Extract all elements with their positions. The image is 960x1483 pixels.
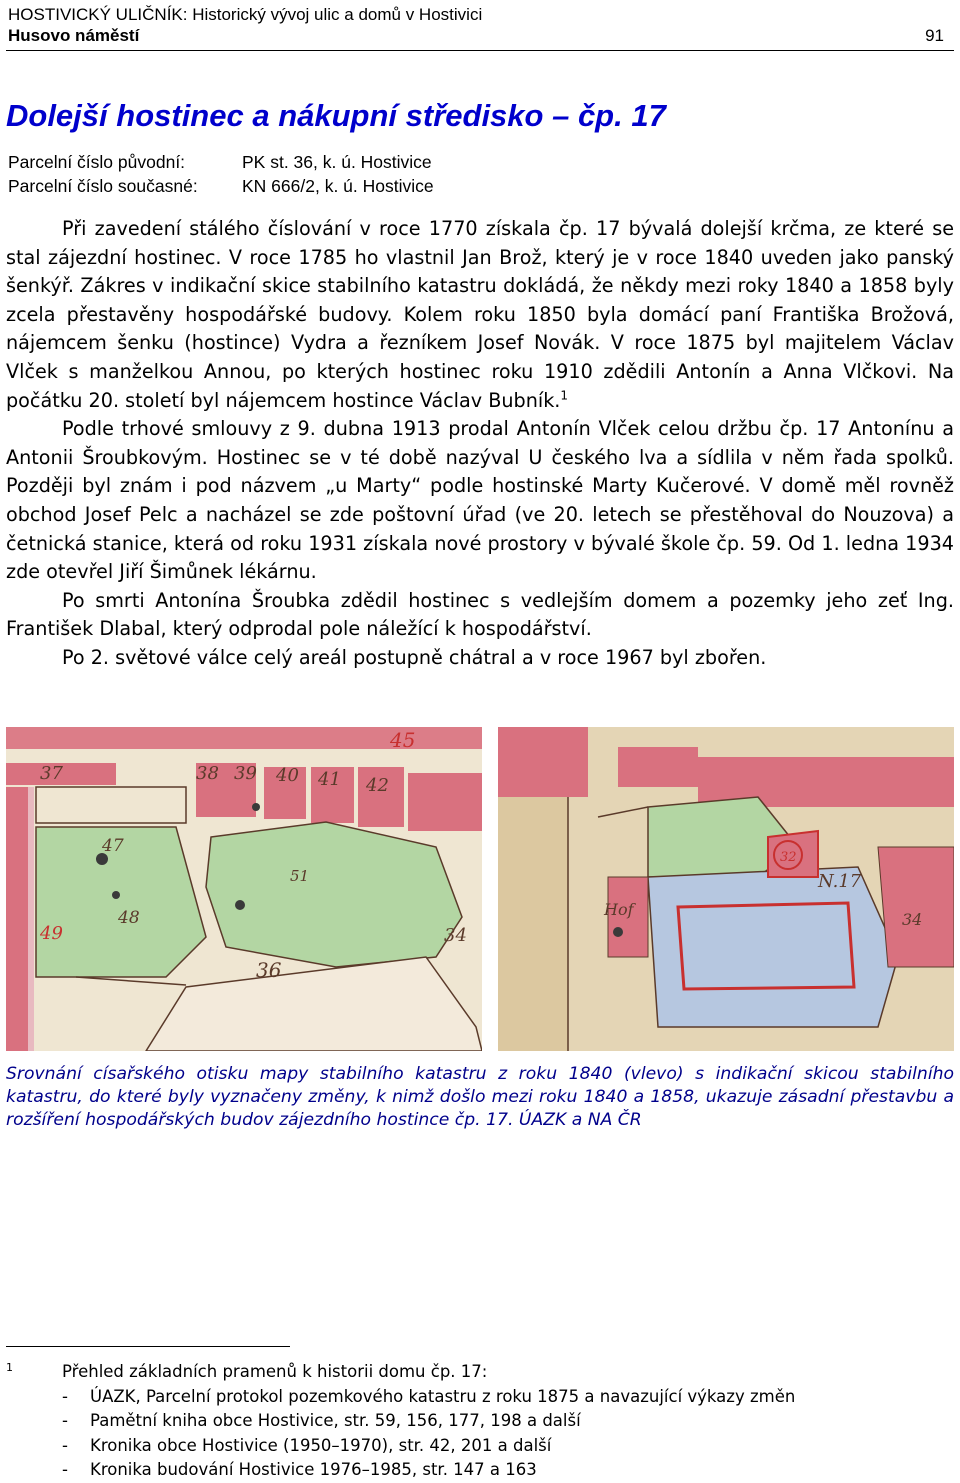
- page-title: Dolejší hostinec a nákupní středisko – čp. 17: [6, 98, 666, 133]
- map-label: 34: [444, 925, 467, 946]
- parcel-value: PK st. 36, k. ú. Hostivice: [242, 152, 432, 172]
- paragraph: Při zavedení stálého číslování v roce 1770 získala čp. 17 bývalá dolejší krčma, ze které se stal zájezdní hostinec. V roce 1785 ho vlastnil Jan Brož, který je v roce 1840 uveden jako panský šenkýř. Zákres v indikační skice stabilního katastru dokládá, že někdy mezi roky 1840 a 1858 byly zcela přestavěny hospodářské budovy. Kolem roku 1850 byla domácí paní Františka Brožová, nájemcem šenku (hostince) Vydra a řezníkem Josef Novák. V roce 1875 byl majitelem Václav Vlček s manželkou Annou, po kterých hostinec roku 1910 zdědili Antonín a Anna Vlčkovi. Na počátku 20. století byl nájemcem hostince Václav Bubník.$^1$: [6, 217, 954, 412]
- footnote-divider: [6, 1346, 290, 1347]
- map-label: 39: [234, 763, 257, 784]
- paragraph: Po 2. světové válce celý areál postupně chátral a v roce 1967 byl zbořen.: [62, 645, 767, 669]
- footnote-number: 1: [6, 1361, 13, 1374]
- footnote-ref[interactable]: 1: [560, 388, 569, 403]
- footnote: [6, 1360, 954, 1483]
- map-label: Hof: [604, 900, 634, 919]
- list-item: - ÚAZK, Parcelní protokol pozemkového katastru z roku 1875 a navazující výkazy změn: [62, 1386, 796, 1406]
- map-label: 48: [118, 908, 140, 928]
- map-label: 36: [256, 958, 282, 982]
- map-comparison: [6, 727, 954, 1051]
- section-name: Husovo náměstí: [8, 26, 140, 45]
- paragraph: Po smrti Antonína Šroubka zdědil hostinec s vedlejším domem a pozemky jeho zeť Ing. František Dlabal, který odprodal pole náležící k hospodářství.: [6, 588, 954, 641]
- figure-caption: Srovnání císařského otisku mapy stabilního katastru z roku 1840 (vlevo) s indikační skicou stabilního katastru, do které byly vyznačeny změny, k nimž došlo mezi roku 1840 a 1858, ukazuje zásadní přestavbu a rozšíření hospodářských budov zájezdního hostince čp. 17. ÚAZK a NA ČR: [6, 1064, 954, 1130]
- parcel-info: [8, 150, 434, 198]
- parcel-row-original: [8, 150, 434, 174]
- article-body: [6, 215, 954, 673]
- map-label: 40: [276, 765, 299, 786]
- map-label: 41: [318, 769, 341, 790]
- header-divider: [6, 50, 954, 51]
- page-header: [8, 4, 952, 46]
- map-label: 49: [40, 923, 63, 944]
- parcel-label: Parcelní číslo současné:: [8, 176, 198, 196]
- footnote-intro: Přehled základních pramenů k historii domu čp. 17:: [62, 1362, 488, 1381]
- indication-sketch-drawing: [498, 727, 954, 1051]
- list-item: - Pamětní kniha obce Hostivice, str. 59, 156, 177, 198 a další: [62, 1411, 581, 1430]
- parcel-row-current: [8, 174, 434, 198]
- map-label: N.17: [818, 871, 862, 892]
- cadastral-map-1840: [6, 727, 482, 1051]
- list-item: - Kronika obce Hostivice (1950–1970), str. 42, 201 a další: [62, 1435, 552, 1455]
- map-label: 45: [390, 728, 416, 752]
- paragraph: Podle trhové smlouvy z 9. dubna 1913 prodal Antonín Vlček celou držbu čp. 17 Antonínu a Antonii Šroubkovým. Hostinec se v té době nazýval U českého lva a sídlila v něm řada spolků. Později byl znám i pod názvem „u Marty“ podle hostinské Marty Kučerové. V domě měl rovněž obchod Josef Pelc a nacházel se zde poštovní úřad (ve 20. letech se přestěhoval do Nouzova) a četnická stanice, která od roku 1931 získala nové prostory v bývalé škole čp. 59. Od 1. ledna 1934 zde otevřel Jiří Šimůnek lékárnu.: [6, 417, 954, 584]
- map-label: 42: [366, 775, 389, 796]
- parcel-value: KN 666/2, k. ú. Hostivice: [242, 176, 434, 196]
- map-label: 51: [290, 867, 310, 885]
- publication-title: HOSTIVICKÝ ULIČNÍK: Historický vývoj ulic a domů v Hostivici: [8, 5, 483, 24]
- map-label: 37: [40, 763, 63, 784]
- map-label: 38: [196, 763, 219, 784]
- map-label: 34: [902, 910, 923, 929]
- map-label: 32: [780, 850, 797, 865]
- source-list: [6, 1385, 954, 1483]
- page-number: 91: [925, 26, 944, 45]
- indication-sketch-map: [498, 727, 954, 1051]
- parcel-label: Parcelní číslo původní:: [8, 152, 186, 172]
- list-item: - Kronika budování Hostivice 1976–1985, str. 147 a 163: [62, 1460, 537, 1479]
- map-label: 47: [102, 836, 124, 856]
- cadastral-map-1840-drawing: [6, 727, 482, 1051]
